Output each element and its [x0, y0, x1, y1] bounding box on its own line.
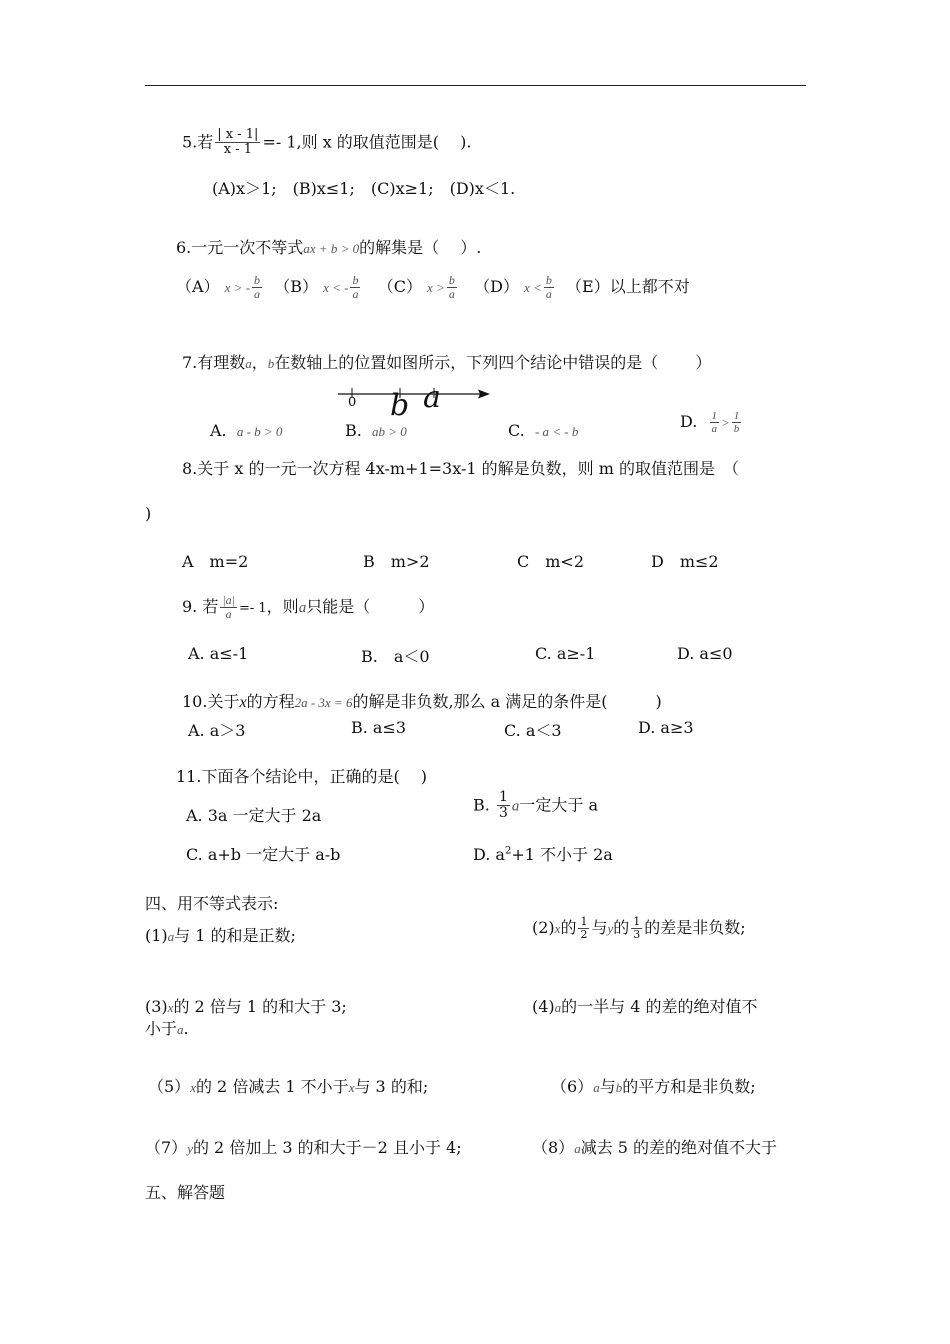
question-5-options: (A)x＞1; (B)x≤1; (C)x≥1; (D)x＜1.: [212, 179, 516, 198]
question-9-stem: 9. 若 $\frac{|a|}{a}$ =- 1，则a只能是（ ）: [182, 593, 435, 622]
question-11-option-d: D. $a^2+1$ 不小于 2a: [473, 845, 613, 864]
number-line-label-b: b: [390, 388, 410, 423]
question-10-option-b: B. a≤3: [351, 718, 407, 737]
question-11-option-c: C. a+b 一定大于 a-b: [186, 845, 341, 864]
fraction-abs-a-over-a: $\frac{|a|}{a}$: [222, 593, 235, 622]
question-11-stem: 11.下面各个结论中，正确的是( ): [176, 767, 428, 786]
fraction-abs-x-minus-1: $\frac{| x - 1|}{x - 1}$: [217, 127, 259, 158]
question-7-option-d: D. $\frac{1}{a}$ > $\frac{1}{b}$: [680, 410, 740, 436]
question-8-stem-cont: ): [145, 504, 152, 523]
question-8-option-d: D m≤2: [651, 552, 719, 571]
question-7-option-b: B. ab > 0: [345, 421, 407, 440]
question-9-option-a: A. a≤-1: [188, 644, 249, 663]
section-4-item-6: （6）a与b的平方和是非负数;: [551, 1077, 756, 1096]
question-11-option-b: B. $\frac{1}{3}$ a一定大于 a: [473, 789, 598, 822]
section-4-item-1: (1)a与 1 的和是正数;: [145, 926, 296, 945]
number-line-zero: 0: [348, 395, 357, 410]
question-6-stem: 6.一元一次不等式ax + b > 0的解集是（ ）.: [176, 238, 482, 257]
question-7-stem: 7.有理数a，b在数轴上的位置如图所示，下列四个结论中错误的是（ ）: [182, 353, 712, 372]
section-4-item-2: (2)x的 $\frac{1}{2}$ 与y的 $\frac{1}{3}$ 的差是非负数;: [532, 914, 746, 941]
question-6-options: （A） x > - $\frac{b}{a}$ （B） x < - $\frac{b}{a}$ （C） x > $\frac{b}{a}$ （D） x < $\frac{b}{a}$ （E）以上都不对: [176, 273, 690, 302]
question-10-option-a: A. a＞3: [188, 721, 246, 740]
question-9-option-c: C. a≥-1: [535, 644, 596, 663]
question-8-stem: 8.关于 x 的一元一次方程 4x-m+1=3x-1 的解是负数，则 m 的取值范围是 （: [182, 459, 739, 478]
question-11-option-a: A. 3a 一定大于 2a: [186, 806, 322, 825]
section-4-item-8: （8）a减去 5 的差的绝对值不大于: [532, 1138, 778, 1157]
header-rule: [145, 85, 806, 86]
section-4-heading: 四、用不等式表示:: [145, 894, 279, 913]
question-10-stem: 10.关于x的方程2a - 3x = 6的解是非负数,那么 a 满足的条件是( ): [182, 692, 662, 711]
number-line-label-a: a: [423, 380, 441, 415]
question-10-option-d: D. a≥3: [638, 718, 694, 737]
question-10-option-c: C. a＜3: [504, 721, 562, 740]
question-7-option-c: C. - a < - b: [508, 421, 579, 440]
question-8-option-a: A m=2: [182, 552, 249, 571]
question-8-option-b: B m>2: [363, 552, 430, 571]
section-4-item-3: (3)x的 2 倍与 1 的和大于 3;: [145, 997, 347, 1016]
question-8-option-c: C m<2: [517, 552, 585, 571]
section-4-item-4: (4)a的一半与 4 的差的绝对值不: [532, 997, 758, 1016]
question-7-option-a: A. a - b > 0: [210, 421, 283, 440]
section-4-item-7: （7）y的 2 倍加上 3 的和大于－2 且小于 4;: [145, 1138, 462, 1157]
question-9-option-d: D. a≤0: [677, 644, 733, 663]
section-4-item-4-cont: 小于a.: [145, 1019, 189, 1038]
question-5-stem: 5.若 $\frac{| x - 1|}{x - 1}$ =- 1,则 x 的取值范围是( ).: [182, 127, 472, 158]
section-5-heading: 五、解答题: [145, 1183, 226, 1202]
question-9-option-b: B. a＜0: [361, 647, 430, 666]
section-4-item-5: （5）x的 2 倍减去 1 不小于x与 3 的和;: [148, 1077, 429, 1096]
